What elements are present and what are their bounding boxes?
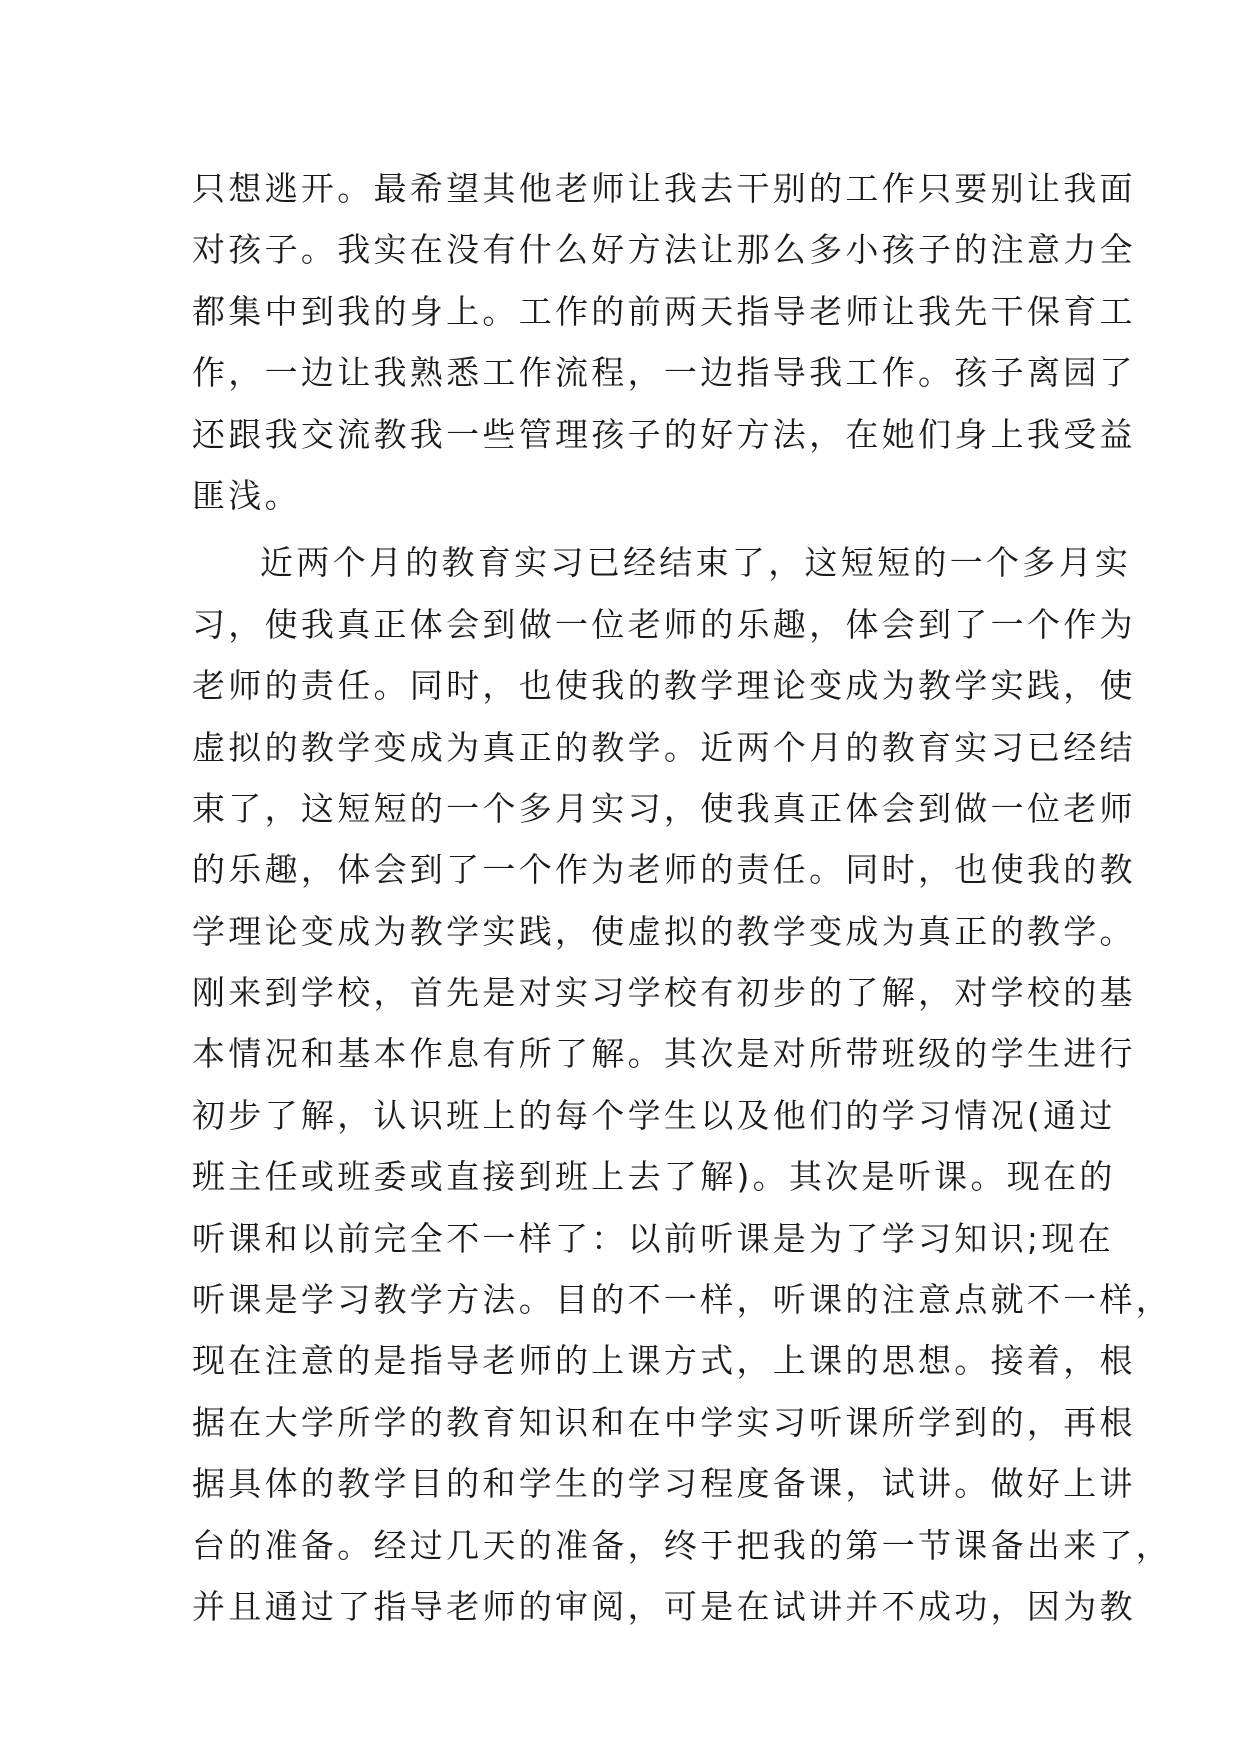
text-line: 据在大学所学的教育知识和在中学实习听课所学到的，再根 xyxy=(192,1402,1136,1442)
text-line: 刚来到学校，首先是对实习学校有初步的了解，对学校的基 xyxy=(192,973,1136,1013)
body-text xyxy=(192,158,1173,1637)
text-line: 只想逃开。最希望其他老师让我去干别的工作只要别让我面 xyxy=(192,169,1136,208)
text-line: 初步了解，认识班上的每个学生以及他们的学习情况(通过 xyxy=(192,1095,1116,1135)
text-line: 学理论变成为教学实践，使虚拟的教学变成为真正的教学。 xyxy=(192,911,1136,951)
text-line: 老师的责任。同时，也使我的教学理论变成为教学实践，使 xyxy=(192,666,1136,706)
text-line: 还跟我交流教我一些管理孩子的好方法，在她们身上我受益 xyxy=(192,414,1136,454)
text-line: 听课是学习教学方法。目的不一样，听课的注意点就不一样， xyxy=(192,1280,1173,1320)
text-line: 现在注意的是指导老师的上课方式，上课的思想。接着，根 xyxy=(192,1341,1136,1381)
text-line: 据具体的教学目的和学生的学习程度备课，试讲。做好上讲 xyxy=(192,1464,1136,1504)
text-line: 作，一边让我熟悉工作流程，一边指导我工作。孩子离园了 xyxy=(192,353,1136,393)
paragraph xyxy=(192,158,1136,526)
paragraph xyxy=(192,532,1173,1637)
text-line: 都集中到我的身上。工作的前两天指导老师让我先干保育工 xyxy=(192,291,1136,331)
text-line: 台的准备。经过几天的准备，终于把我的第一节课备出来了， xyxy=(192,1525,1173,1565)
text-line: 虚拟的教学变成为真正的教学。近两个月的教育实习已经结 xyxy=(192,727,1136,767)
text-line: 习，使我真正体会到做一位老师的乐趣，体会到了一个作为 xyxy=(192,604,1136,644)
text-line: 听课和以前完全不一样了：以前听课是为了学习知识;现在 xyxy=(192,1218,1114,1258)
text-line: 的乐趣，体会到了一个作为老师的责任。同时，也使我的教 xyxy=(192,850,1136,890)
text-line: 班主任或班委或直接到班上去了解)。其次是听课。现在的 xyxy=(192,1157,1116,1197)
text-line: 对孩子。我实在没有什么好方法让那么多小孩子的注意力全 xyxy=(192,230,1136,270)
text-line: 本情况和基本作息有所了解。其次是对所带班级的学生进行 xyxy=(192,1034,1136,1074)
text-line-indented: 近两个月的教育实习已经结束了，这短短的一个多月实 xyxy=(260,543,1132,583)
text-line: 束了，这短短的一个多月实习，使我真正体会到做一位老师 xyxy=(192,788,1136,828)
text-line: 并且通过了指导老师的审阅，可是在试讲并不成功，因为教 xyxy=(192,1586,1136,1626)
text-line: 匪浅。 xyxy=(192,475,301,515)
